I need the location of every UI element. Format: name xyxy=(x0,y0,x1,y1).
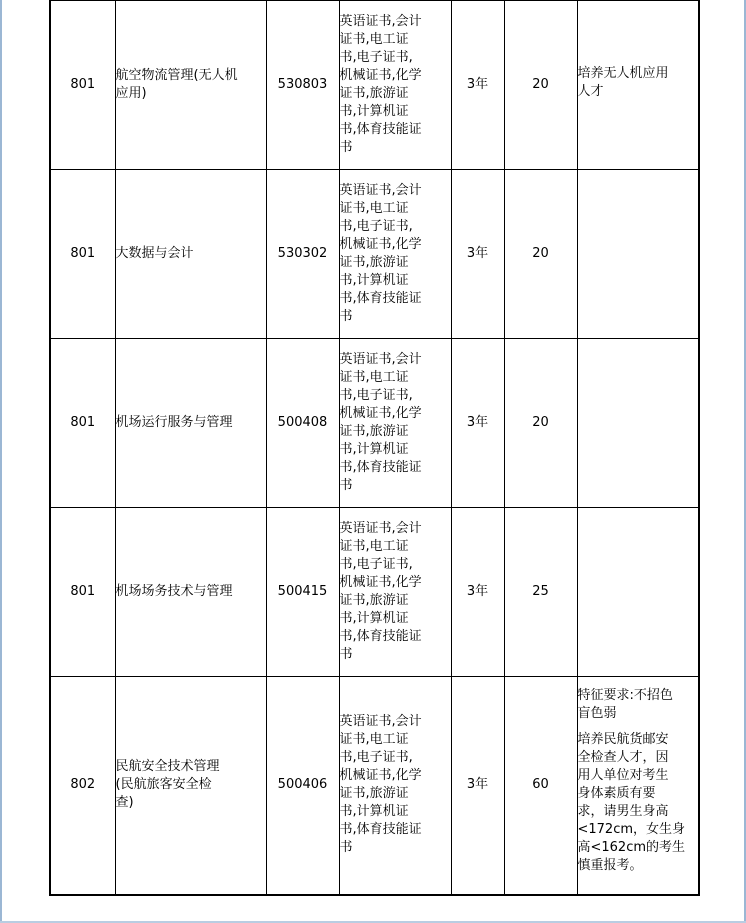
major-name-line: 航空物流管理(无人机 xyxy=(115,68,238,83)
remark-line: 培养无人机应用 xyxy=(577,66,669,81)
certificate-line: 机械证书,化学 xyxy=(339,406,422,421)
remark-line: 高<162cm的考生 xyxy=(577,840,686,855)
certificate-line: 证书,旅游证 xyxy=(339,593,409,608)
quota-cell: 20 xyxy=(504,170,577,339)
certificate-line: 书,计算机证 xyxy=(339,104,409,119)
certificates-cell xyxy=(339,339,451,508)
remarks-cell xyxy=(577,508,699,677)
table-row xyxy=(50,170,699,339)
certificate-line: 证书,旅游证 xyxy=(339,86,409,101)
major-name-line: 机场场务技术与管理 xyxy=(115,584,233,599)
major-code-cell: 500406 xyxy=(266,677,339,895)
major-name-cell xyxy=(115,508,266,677)
school-code-cell: 801 xyxy=(50,170,115,339)
table-row xyxy=(50,339,699,508)
certificates-cell xyxy=(339,1,451,170)
duration-cell: 3年 xyxy=(451,677,504,895)
admissions-table xyxy=(49,0,700,896)
table-row xyxy=(50,1,699,170)
major-name-line: 查) xyxy=(115,795,134,811)
major-name-cell xyxy=(115,339,266,508)
certificate-line: 证书,电工证 xyxy=(339,201,409,216)
remark-line: 用人单位对考生 xyxy=(577,768,669,783)
major-name-line: 大数据与会计 xyxy=(115,246,194,261)
remark-line: 盲色弱 xyxy=(577,706,617,721)
certificate-line: 英语证书,会计 xyxy=(339,14,422,29)
remark-line: 身体素质有要 xyxy=(577,786,656,801)
remarks-cell xyxy=(577,1,699,170)
quota-cell: 60 xyxy=(504,677,577,895)
certificate-line: 书 xyxy=(339,140,353,155)
school-code-cell: 801 xyxy=(50,1,115,170)
duration-cell: 3年 xyxy=(451,508,504,677)
table-row xyxy=(50,677,699,895)
remark-line: 特征要求:不招色 xyxy=(577,688,673,703)
certificate-line: 书,电子证书, xyxy=(339,557,413,572)
certificates-cell xyxy=(339,170,451,339)
major-name-line: 机场运行服务与管理 xyxy=(115,415,233,430)
certificate-line: 书 xyxy=(339,647,353,662)
certificate-line: 证书,电工证 xyxy=(339,32,409,47)
certificates-cell xyxy=(339,508,451,677)
remark-line: <172cm，女生身 xyxy=(577,822,686,837)
certificate-line: 机械证书,化学 xyxy=(339,575,422,590)
major-name-line: 民航安全技术管理 xyxy=(115,759,220,775)
remarks-cell xyxy=(577,339,699,508)
certificate-line: 证书,电工证 xyxy=(339,370,409,385)
certificate-line: 书,计算机证 xyxy=(339,611,409,626)
duration-cell: 3年 xyxy=(451,170,504,339)
table-row xyxy=(50,508,699,677)
certificate-line: 书 xyxy=(339,478,353,493)
quota-cell: 20 xyxy=(504,1,577,170)
duration-cell: 3年 xyxy=(451,1,504,170)
major-code-cell: 500415 xyxy=(266,508,339,677)
certificate-line: 书,体育技能证 xyxy=(339,822,422,838)
certificate-line: 书,计算机证 xyxy=(339,804,409,820)
remarks-cell xyxy=(577,170,699,339)
remark-line: 慎重报考。 xyxy=(577,858,643,873)
certificate-line: 机械证书,化学 xyxy=(339,237,422,252)
window-frame-left xyxy=(0,0,2,923)
certificate-line: 书,电子证书, xyxy=(339,750,413,766)
remarks-cell xyxy=(577,677,699,895)
remark-line: 培养民航货邮安 xyxy=(577,732,669,747)
certificate-line: 英语证书,会计 xyxy=(339,352,422,367)
major-code-cell: 530302 xyxy=(266,170,339,339)
major-name-cell xyxy=(115,1,266,170)
duration-cell: 3年 xyxy=(451,339,504,508)
major-code-cell: 530803 xyxy=(266,1,339,170)
certificate-line: 英语证书,会计 xyxy=(339,714,422,730)
school-code-cell: 801 xyxy=(50,339,115,508)
quota-cell: 25 xyxy=(504,508,577,677)
quota-cell: 20 xyxy=(504,339,577,508)
certificate-line: 证书,电工证 xyxy=(339,539,409,554)
remark-line: 人才 xyxy=(577,84,604,99)
certificate-line: 书,计算机证 xyxy=(339,273,409,288)
certificate-line: 书,体育技能证 xyxy=(339,629,422,644)
certificates-cell xyxy=(339,677,451,895)
certificate-line: 书,电子证书, xyxy=(339,388,413,403)
major-name-cell xyxy=(115,677,266,895)
certificate-line: 书,体育技能证 xyxy=(339,460,422,475)
major-name-line: 应用) xyxy=(115,86,147,101)
remark-line: 全检查人才，因 xyxy=(577,750,669,765)
certificate-line: 英语证书,会计 xyxy=(339,183,422,198)
school-code-cell: 802 xyxy=(50,677,115,895)
certificate-line: 书,电子证书, xyxy=(339,50,413,65)
certificate-line: 证书,电工证 xyxy=(339,732,409,748)
major-name-cell xyxy=(115,170,266,339)
remark-paragraph xyxy=(578,731,699,875)
certificate-line: 书,计算机证 xyxy=(339,442,409,457)
remark-line: 求，请男生身高 xyxy=(577,804,669,819)
certificate-line: 证书,旅游证 xyxy=(339,786,409,802)
table-body xyxy=(50,1,699,895)
certificate-line: 书 xyxy=(339,840,353,856)
certificate-line: 书,电子证书, xyxy=(339,219,413,234)
certificate-line: 证书,旅游证 xyxy=(339,255,409,270)
certificate-line: 书,体育技能证 xyxy=(339,122,422,137)
remark-paragraph xyxy=(578,65,699,101)
major-name-line: (民航旅客安全检 xyxy=(115,777,212,793)
certificate-line: 英语证书,会计 xyxy=(339,521,422,536)
remark-paragraph xyxy=(578,687,699,723)
certificate-line: 书 xyxy=(339,309,353,324)
certificate-line: 机械证书,化学 xyxy=(339,768,422,784)
certificate-line: 书,体育技能证 xyxy=(339,291,422,306)
school-code-cell: 801 xyxy=(50,508,115,677)
major-code-cell: 500408 xyxy=(266,339,339,508)
certificate-line: 证书,旅游证 xyxy=(339,424,409,439)
certificate-line: 机械证书,化学 xyxy=(339,68,422,83)
